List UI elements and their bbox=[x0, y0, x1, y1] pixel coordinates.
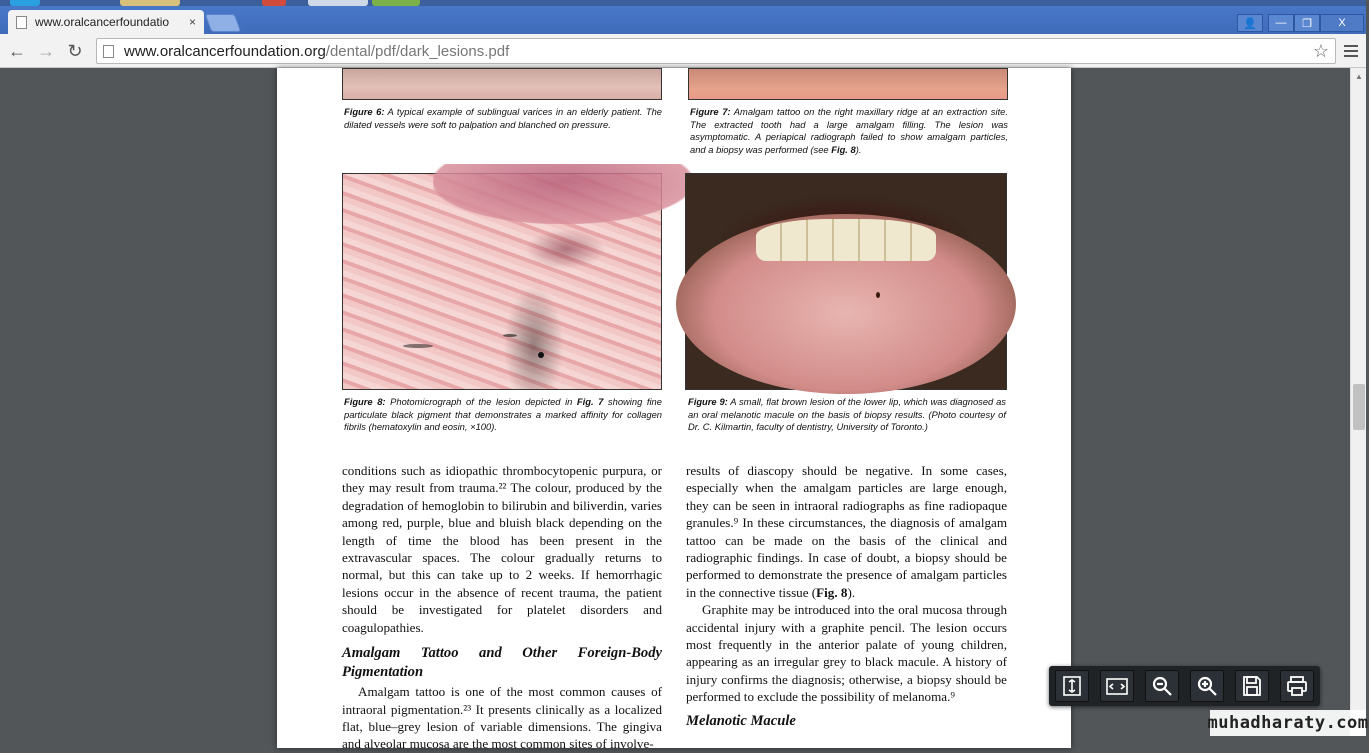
fit-page-icon bbox=[1060, 674, 1084, 698]
pigment-dot bbox=[503, 334, 517, 337]
minimize-button[interactable]: — bbox=[1268, 14, 1294, 32]
tab-title: www.oralcancerfoundatio bbox=[35, 15, 170, 29]
zoom-in-button[interactable] bbox=[1190, 670, 1224, 702]
figure-9-label: Figure 9: bbox=[688, 396, 728, 407]
scrollbar-thumb[interactable] bbox=[1353, 384, 1365, 430]
figure-8-image bbox=[342, 173, 662, 390]
left-paragraph-2: Amalgam tattoo is one of the most common causes of intraoral pigmentation.²³ It presents clinically as a localized flat, blue–grey lesion of variable dimensions. The gingiva and alveolar mucosa are the most common sites of involve- bbox=[342, 684, 662, 752]
figure-8-ref: Fig. 7 bbox=[576, 396, 604, 407]
figure-8-text: Photomicrograph of the lesion depicted in bbox=[385, 396, 577, 407]
teeth-region bbox=[756, 219, 936, 261]
right-paragraph-1-end: ). bbox=[847, 584, 856, 600]
figure-7-label: Figure 7: bbox=[690, 106, 731, 117]
figure-7-text-end: ). bbox=[855, 143, 862, 155]
page-icon bbox=[16, 16, 27, 29]
save-icon bbox=[1240, 674, 1264, 698]
close-window-button[interactable]: X bbox=[1320, 14, 1364, 32]
pdf-controls bbox=[1049, 666, 1320, 706]
tab-close-icon[interactable]: × bbox=[188, 15, 196, 29]
figure-6-caption bbox=[344, 106, 662, 131]
right-paragraph-2: Graphite may be introduced into the oral mucosa through accidental injury with a graphite pencil. The lesion occurs most frequently in the anterior palate of young children, appearing as an irregular grey to black macule. A history of injury confirms the diagnosis; otherwise, a biopsy should be performed to exclude the possibility of melanoma.⁹ bbox=[686, 602, 1007, 705]
figure-6-image bbox=[342, 68, 662, 100]
zoom-in-icon bbox=[1195, 674, 1219, 698]
print-icon bbox=[1285, 674, 1309, 698]
fit-width-button[interactable] bbox=[1100, 670, 1134, 702]
zoom-out-icon bbox=[1150, 674, 1174, 698]
user-icon[interactable]: 👤 bbox=[1237, 14, 1263, 32]
fit-page-button[interactable] bbox=[1055, 670, 1089, 702]
page-icon bbox=[103, 45, 114, 58]
menu-icon[interactable] bbox=[1342, 42, 1360, 60]
section-heading-amalgam: Amalgam Tattoo and Other Foreign-Body Pigmentation bbox=[342, 645, 662, 680]
tab-bar bbox=[0, 6, 1366, 34]
figure-9-text: A small, flat brown lesion of the lower lip, which was diagnosed as an oral melanotic macule on the basis of biopsy results. (Photo courtesy of Dr. C. Kilmartin, faculty of dentistry, University of Toronto.) bbox=[688, 396, 1006, 433]
pdf-viewer[interactable] bbox=[0, 68, 1350, 752]
figure-6-text: A typical example of sublingual varices in an elderly patient. The dilated vessels were soft to palpation and blanched on pressure. bbox=[344, 106, 663, 130]
right-paragraph-1-text: results of diascopy should be negative. In some cases, especially when the amalgam particles are large enough, they can be seen in intraoral radiographs as fine radiopaque granules.⁹ In these circumstances, the diagnosis of amalgam tattoo can be made on the basis of the clinical and radiographic findings. In case of doubt, a biopsy should be performed to demonstrate the presence of amalgam particles in the connective tissue ( bbox=[686, 463, 1007, 600]
scroll-up-icon[interactable]: ▲ bbox=[1355, 72, 1363, 81]
left-column bbox=[342, 462, 662, 753]
bookmark-star-icon[interactable]: ☆ bbox=[1312, 41, 1329, 61]
left-paragraph-1: conditions such as idiopathic thrombocytopenic purpura, or they may result from trauma.²² The colour, produced by the degradation of hemoglobin to bilirubin and biliverdin, varies among red, purple, blue and bluish black depending on the length of time the blood has been present in the extravascular spaces. The colour gradually returns to normal, but this can take up to 2 weeks. If hemorrhagic lesions occur in the absence of recent trauma, the patient should be investigated for platelet disorders and coagulopathies. bbox=[342, 463, 662, 635]
pigment-dot bbox=[538, 352, 544, 358]
figure-7-image bbox=[688, 68, 1008, 100]
section-heading-melanotic: Melanotic Macule bbox=[686, 712, 796, 729]
figure-7-text: Amalgam tattoo on the right maxillary ridge at an extraction site. The extracted tooth had a large amalgam filling. The lesion was asymptomatic. A periapical radiograph failed to show amalgam particles, and a biopsy was performed (see bbox=[690, 106, 1008, 155]
right-column bbox=[686, 462, 1007, 730]
figure-8-text-end: showing fine particulate black pigment that demonstrates a marked affinity for collagen fibrils (hematoxylin and eosin, ×100). bbox=[344, 396, 662, 433]
zoom-out-button[interactable] bbox=[1145, 670, 1179, 702]
right-paragraph-1-ref: Fig. 8 bbox=[816, 584, 848, 600]
forward-button[interactable]: → bbox=[37, 40, 55, 61]
figure-9-caption bbox=[688, 396, 1006, 434]
address-bar[interactable] bbox=[96, 38, 1336, 64]
reload-button[interactable]: ↻ bbox=[67, 40, 83, 61]
figure-9-image bbox=[685, 173, 1007, 390]
restore-button[interactable]: ❐ bbox=[1294, 14, 1320, 32]
browser-toolbar bbox=[0, 34, 1366, 68]
figure-7-ref: Fig. 8 bbox=[831, 143, 856, 155]
vertical-scrollbar[interactable] bbox=[1350, 68, 1366, 736]
epithelium-region bbox=[433, 164, 693, 224]
figure-8-label: Figure 8: bbox=[344, 396, 386, 407]
fit-width-icon bbox=[1105, 674, 1129, 698]
pigment-dot bbox=[403, 344, 433, 348]
watermark: muhadharaty.com bbox=[1210, 710, 1366, 736]
figure-6-label: Figure 6: bbox=[344, 106, 385, 117]
back-button[interactable]: ← bbox=[8, 40, 26, 61]
figure-8-caption bbox=[344, 396, 662, 434]
save-button[interactable] bbox=[1235, 670, 1269, 702]
tab-dark-lesions[interactable] bbox=[8, 10, 204, 34]
url-host: www.oralcancerfoundation.org bbox=[124, 42, 326, 60]
lesion-spot bbox=[876, 292, 880, 298]
print-button[interactable] bbox=[1280, 670, 1314, 702]
url-path: /dental/pdf/dark_lesions.pdf bbox=[325, 42, 510, 60]
figure-7-caption bbox=[690, 106, 1008, 156]
pdf-page bbox=[277, 68, 1071, 752]
right-paragraph-1 bbox=[686, 462, 1007, 601]
new-tab-button[interactable] bbox=[205, 14, 242, 32]
